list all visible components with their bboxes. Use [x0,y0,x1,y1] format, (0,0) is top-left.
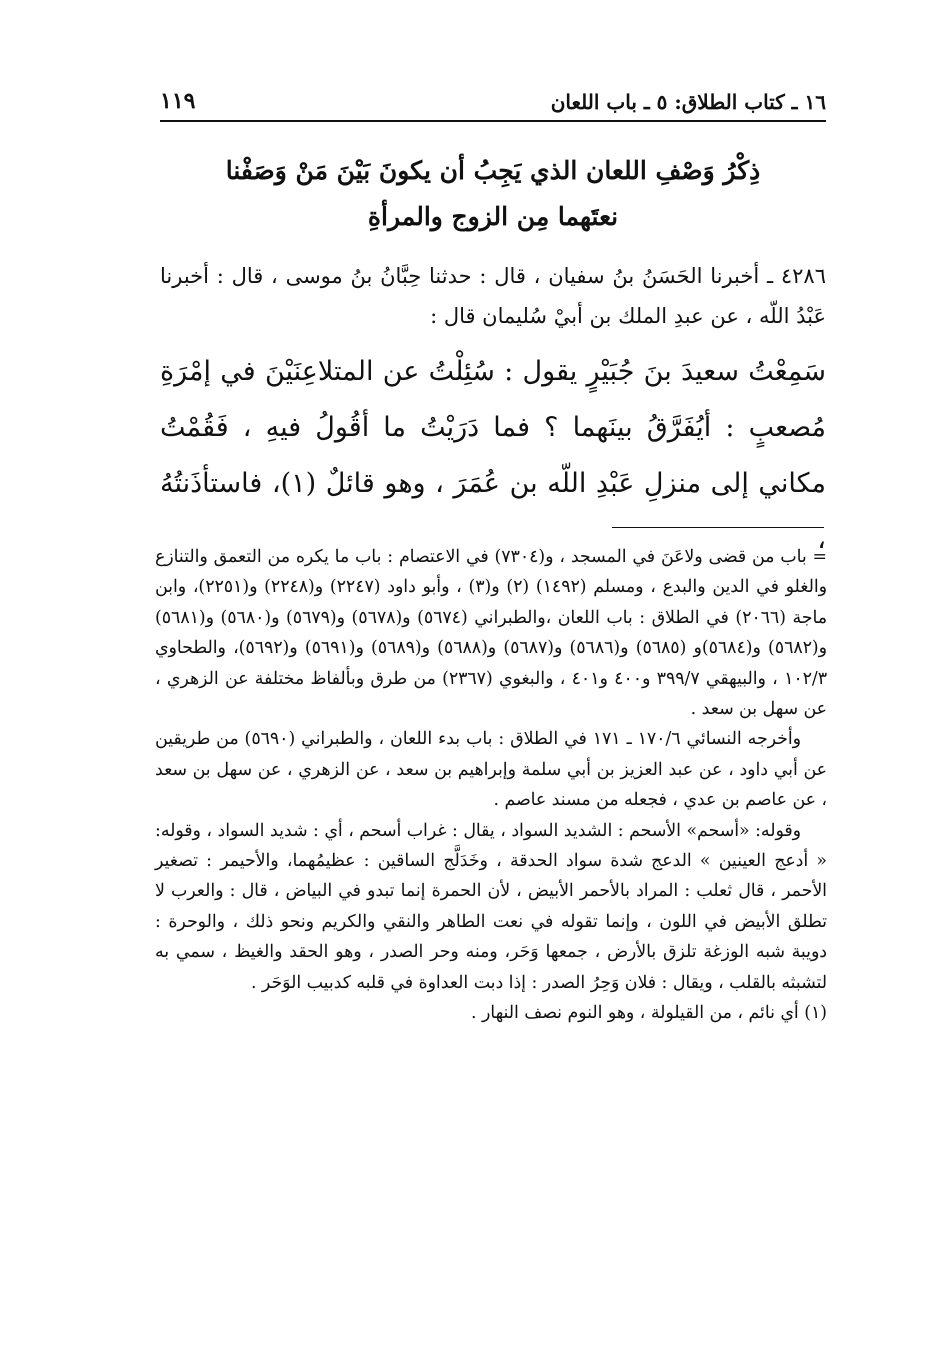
hadith-isnad: ٤٢٨٦ ـ أخبرنا الحَسَنُ بنُ سفيان ، قال : حدثنا حِبَّانُ بنُ موسى ، قال : أخبرنا عَبْدُ اللّه ، عن عبدِ الملك بن أبيْ سُليمان قال : [160,264,826,328]
note-paragraph: وقوله: «أسحم» الأسحم : الشديد السواد ، يقال : غراب أسحم ، أي : شديد السواد ، وقوله: « أدعج العينين » الدعج شدة سواد الحدقة ، وخَدَلَّج الساقين : عظيمُهما، والأحيمر : تصغير الأحمر ، قال ثعلب : المراد بالأحمر الأبيض ، لأن الحمرة إنما تبدو في البياض ، قال : والعرب لا تطلق الأبيض في اللون ، وإنما تقوله في نعت الطاهر والنقي والكريم ونحو ذلك ، والوحرة : دويبة شبه الوزغة تلزق بالأرض ، جمعها وَحَر، ومنه وحر الصدر ، وهو الحقد والغيظ ، سمي به لتشبثه بالقلب ، ويقال : فلان وَحِرُ الصدر : إذا دبت العداوة في قلبه كدبيب الوَحَر . [155,820,827,993]
chapter-title [160,148,826,240]
footnote-separator [612,527,824,528]
footnote-1: (١) أي نائم ، من القيلولة ، وهو النوم نصف النهار . [470,1003,827,1024]
note-paragraph: = باب من قضى ولاعَنَ في المسجد ، و(٧٣٠٤) في الاعتصام : باب ما يكره من التعمق والتنازع والغلو في الدين والبدع ، ومسلم (١٤٩٢) (٢) و(٣) ، وأبو داود (٢٢٤٧) و(٢٢٤٨) و(٢٢٥١)، وابن ماجة (٢٠٦٦) في الطلاق : باب اللعان ،والطبراني (٥٦٧٤) و(٥٦٧٨) و(٥٦٧٩) و(٥٦٨٠) و(٥٦٨١) و(٥٦٨٢) و(٥٦٨٤)و (٥٦٨٥) و(٥٦٨٦) و(٥٦٨٧) و(٥٦٨٨) و(٥٦٨٩) و(٥٦٩١) و(٥٦٩٢)، والطحاوي ١٠٢/٣ ، والبيهقي ٣٩٩/٧ و٤٠٠ و٤٠١ ، والبغوي (٢٣٦٧) من طرق وبألفاظ مختلفة عن الزهري ، عن سهل بن سعد . [155,547,828,720]
running-title: ١٦ ـ كتاب الطلاق: ٥ ـ باب اللعان [550,90,826,114]
page-header [160,82,826,122]
chapter-title-line2: نعتَهما مِن الزوج والمرأةِ [367,202,619,231]
page-number: ١١٩ [160,88,196,114]
note-paragraph: وأخرجه النسائي ١٧٠/٦ ـ ١٧١ في الطلاق : باب بدء اللعان ، والطبراني (٥٦٩٠) من طريقين عن أبي داود ، عن عبد العزيز بن أبي سلمة وإبراهيم بن سعد ، عن الزهري ، عن سهل بن سعد ، عن عاصم بن عدي ، فجعله من مسند عاصم . [155,729,827,811]
hadith-matn: سَمِعْتُ سعيدَ بنَ جُبَيْرٍ يقول : سُئِلْتُ عن المتلاعِنَيْنَ في إمْرَةِ مُصعبٍ : أيُفَرَّقُ بينَهما ؟ فما دَرَيْتُ ما أقُولُ فيهِ ، فَقُمْتُ مكاني إلى منزلِ عَبْدِ اللّه بن عُمَرَ ، وهو قائلٌ (١)، فاستأذَنتُهُ ، [160,356,826,555]
chapter-title-line1: ذِكْرُ وَصْفِ اللعان الذي يَجِبُ أن يكونَ بَيْنَ مَنْ وَصَفْنا [225,156,761,185]
notes-section [155,542,827,1029]
